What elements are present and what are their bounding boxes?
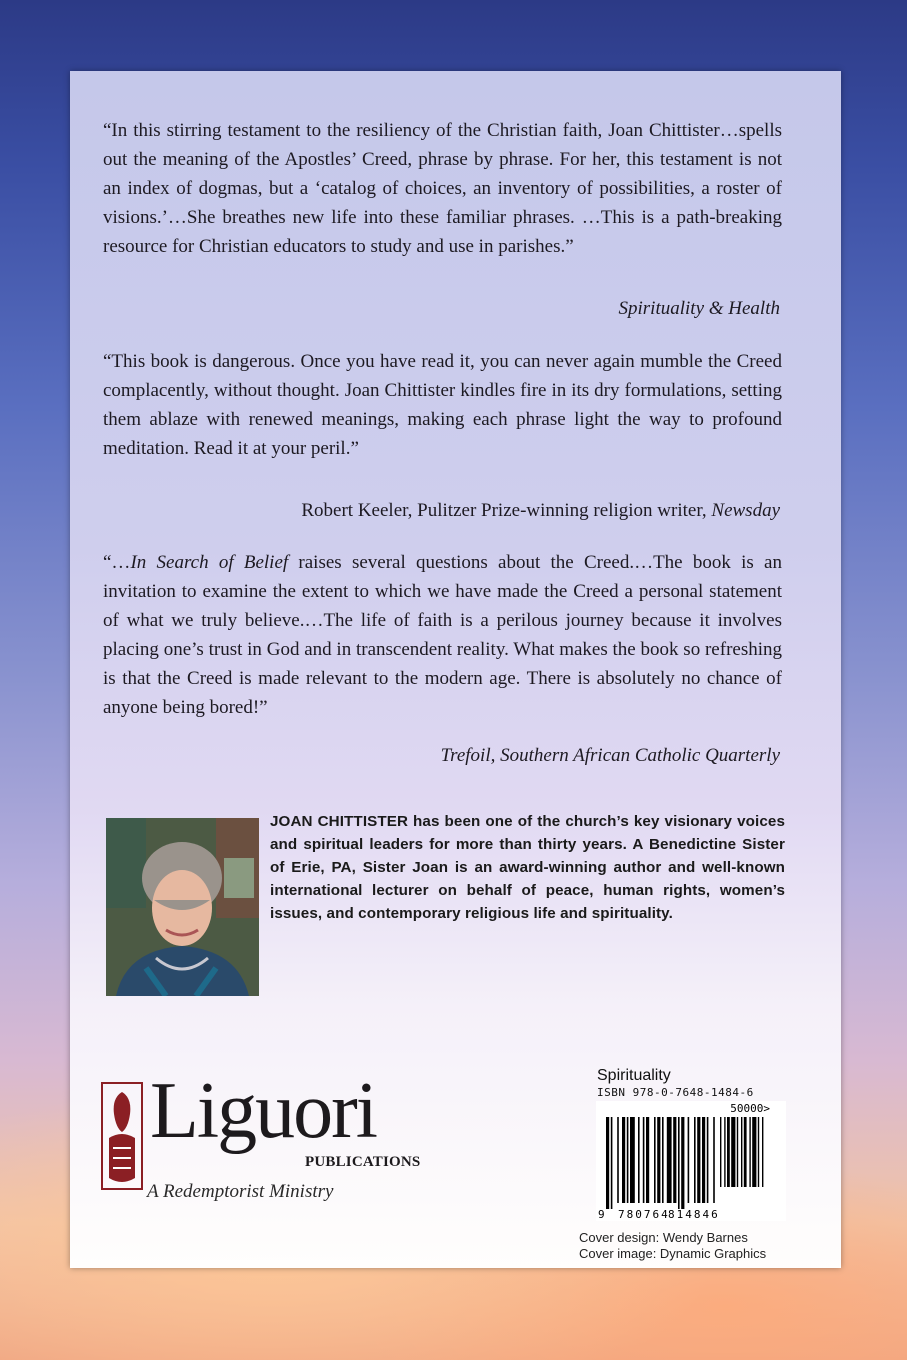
barcode-addon-bar — [741, 1117, 742, 1187]
publisher-sub: PUBLICATIONS — [305, 1154, 421, 1170]
barcode-bar — [654, 1117, 656, 1203]
barcode-bar — [638, 1117, 640, 1203]
barcode-addon-bar — [744, 1117, 747, 1187]
barcode-bar — [702, 1117, 705, 1203]
credit-design: Cover design: Wendy Barnes — [579, 1230, 748, 1245]
quote-3 — [103, 548, 782, 722]
barcode-bar — [707, 1117, 709, 1203]
quote-2: “This book is dangerous. Once you have read it, you can never again mumble the Creed complacently, without thought. Joan Chittister kindles fire in its dry formulations, setting them ablaze with renewed meanings, making each phrase light the way to profound meditation. Read it at your peril.” — [103, 351, 782, 459]
barcode-bar — [657, 1117, 660, 1203]
barcode-addon-bar — [737, 1117, 738, 1187]
barcode — [596, 1101, 786, 1221]
barcode-bar — [646, 1117, 649, 1203]
barcode-price-code: 50000> — [730, 1102, 770, 1115]
barcode-addon-bar — [762, 1117, 763, 1187]
barcode-bar — [667, 1117, 672, 1203]
barcode-bar — [662, 1117, 664, 1203]
barcode-bar — [606, 1117, 609, 1209]
quote-3-text: raises several questions about the Creed.…The book is an invitation to examine the extent to which we have made the Creed a personal statement of what we truly believe.…The life of faith is a perilous journey because it involves placing one’s trust in God and in transcendent reality. What makes the book so refreshing is that the Creed is made relevant to the modern age. There is absolutely no chance of anyone being bored!” — [103, 552, 782, 718]
barcode-bar — [697, 1117, 700, 1203]
quote-2-publication: Newsday — [711, 500, 780, 521]
barcode-bar — [622, 1117, 625, 1203]
barcode-addon-bar — [731, 1117, 735, 1187]
publisher-name: Liguori — [150, 1067, 376, 1155]
barcode-bar — [713, 1117, 715, 1203]
quote-3-source: Trefoil, Southern African Catholic Quarterly — [440, 745, 780, 766]
barcode-bar — [694, 1117, 696, 1203]
barcode-bar — [630, 1117, 635, 1203]
author-photo — [106, 818, 259, 996]
book-category: Spirituality — [597, 1067, 671, 1084]
barcode-addon-bar — [720, 1117, 721, 1187]
barcode-bar — [617, 1117, 619, 1203]
quote-1: “In this stirring testament to the resiliency of the Christian faith, Joan Chittister…spells out the meaning of the Apostles’ Creed, phrase by phrase. For her, this testament is not an index of dogmas, but a ‘catalog of choices, an inventory of possibilities, a roster of visions.’…She breathes new life into these familiar phrases. …This is a path-breaking resource for Christian educators to study and use in parishes.” — [103, 120, 782, 257]
barcode-bar — [673, 1117, 676, 1203]
barcode-bar — [681, 1117, 684, 1209]
barcode-bar — [611, 1117, 613, 1209]
author-bio: JOAN CHITTISTER has been one of the church’s key visionary voices and spiritual leaders for more than thirty years. A Benedictine Sister of Erie, PA, Sister Joan is an award-winning author and well-known international lecturer on behalf of peace, human rights, women’s issues, and contemporary religious life and spirituality. — [270, 813, 785, 922]
barcode-addon-bar — [727, 1117, 730, 1187]
barcode-addon-bar — [724, 1117, 725, 1187]
barcode-addon-bar — [749, 1117, 750, 1187]
barcode-addon-bar — [752, 1117, 756, 1187]
barcode-addon-bar — [758, 1117, 759, 1187]
barcode-digits-right: 814846 — [668, 1208, 720, 1221]
quote-2-author: Robert Keeler, Pulitzer Prize-winning religion writer, — [301, 500, 707, 521]
barcode-bar — [627, 1117, 629, 1203]
barcode-bar — [688, 1117, 690, 1203]
barcode-bar — [643, 1117, 645, 1203]
quote-3-lead: “… — [103, 552, 131, 573]
barcode-bar — [678, 1117, 680, 1209]
isbn-text: ISBN 978-0-7648-1484-6 — [597, 1086, 754, 1099]
quote-2-source — [301, 496, 780, 525]
back-cover-panel — [70, 71, 841, 1268]
barcode-digit-lead: 9 — [598, 1208, 605, 1221]
publisher-tagline: A Redemptorist Ministry — [147, 1181, 334, 1202]
quote-3-book-title: In Search of Belief — [130, 552, 289, 573]
barcode-digits-left: 780764 — [618, 1208, 670, 1221]
credit-image: Cover image: Dynamic Graphics — [579, 1246, 767, 1261]
liguori-emblem-icon — [101, 1082, 143, 1190]
quote-1-source: Spirituality & Health — [618, 298, 780, 319]
